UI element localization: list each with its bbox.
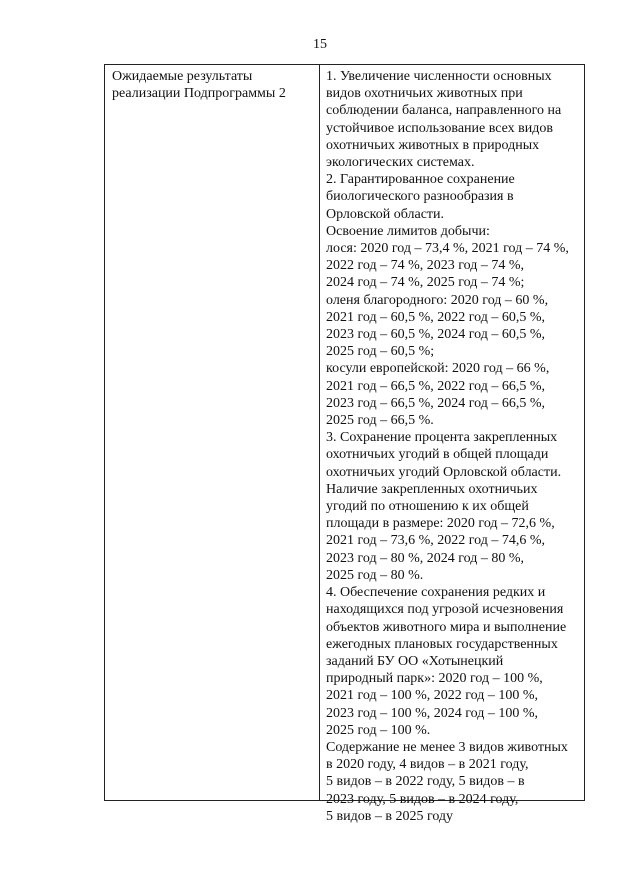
content-line: 2023 год – 66,5 %, 2024 год – 66,5 %,: [326, 395, 546, 411]
content-line: 2021 год – 60,5 %, 2022 год – 60,5 %,: [326, 309, 546, 325]
content-line: природный парк»: 2020 год – 100 %,: [326, 671, 543, 687]
label-line: реализации Подпрограммы 2: [112, 86, 286, 101]
content-line: 5 видов – в 2022 году, 5 видов – в: [326, 774, 525, 790]
content-line: находящихся под угрозой исчезновения: [326, 602, 564, 618]
content-line: 2021 год – 100 %, 2022 год – 100 %,: [326, 688, 539, 704]
content-line: заданий БУ ОО «Хотынецкий: [326, 653, 504, 669]
page-number: 15: [313, 37, 327, 52]
content-line: экологических системах.: [326, 155, 475, 171]
content-line: оленя благородного: 2020 год – 60 %,: [326, 292, 549, 308]
content-line: 1. Увеличение численности основных: [326, 69, 552, 84]
content-line: 2. Гарантированное сохранение: [326, 172, 515, 188]
label-line: Ожидаемые результаты: [112, 69, 253, 84]
content-line: Содержание не менее 3 видов животных: [326, 739, 568, 755]
content-line: угодий по отношению к их общей: [326, 499, 529, 515]
content-line: Орловской области.: [326, 206, 445, 222]
content-line: 2023 год – 100 %, 2024 год – 100 %,: [326, 705, 539, 721]
content-line: 2021 год – 73,6 %, 2022 год – 74,6 %,: [326, 533, 546, 549]
content-line: объектов животного мира и выполнение: [326, 619, 567, 635]
content-line: охотничьих угодий в общей площади: [326, 447, 549, 463]
content-line: 2025 год – 100 %.: [326, 722, 431, 738]
content-line: видов охотничьих животных при: [326, 86, 523, 102]
content-line: охотничьих животных в природных: [326, 137, 540, 153]
content-line: Наличие закрепленных охотничьих: [326, 481, 538, 497]
label-cell: [105, 65, 320, 800]
content-line: 2025 год – 60,5 %;: [326, 344, 435, 360]
content-line: 2022 год – 74 %, 2023 год – 74 %,: [326, 258, 525, 274]
content-line: в 2020 году, 4 видов – в 2021 году,: [326, 757, 529, 773]
content-line: 5 видов – в 2025 году: [326, 808, 454, 824]
content-line: косули европейской: 2020 год – 66 %,: [326, 361, 550, 377]
content-line: Освоение лимитов добычи:: [326, 223, 490, 239]
content-line: 2021 год – 66,5 %, 2022 год – 66,5 %,: [326, 378, 546, 394]
content-line: 3. Сохранение процента закрепленных: [326, 430, 558, 446]
content-line: 2023 году, 5 видов – в 2024 году,: [326, 791, 519, 807]
content-line: 2023 год – 60,5 %, 2024 год – 60,5 %,: [326, 327, 546, 343]
content-line: 2025 год – 80 %.: [326, 567, 424, 583]
content-line: соблюдении баланса, направленного на: [326, 103, 562, 119]
content-line: охотничьих угодий Орловской области.: [326, 464, 562, 480]
content-line: 2025 год – 66,5 %.: [326, 413, 434, 429]
content-line: 2024 год – 74 %, 2025 год – 74 %;: [326, 275, 525, 291]
content-line: 4. Обеспечение сохранения редких и: [326, 585, 546, 601]
content-line: ежегодных плановых государственных: [326, 636, 558, 652]
content-line: устойчивое использование всех видов: [326, 120, 554, 136]
content-line: лося: 2020 год – 73,4 %, 2021 год – 74 %,: [326, 241, 569, 257]
content-line: 2023 год – 80 %, 2024 год – 80 %,: [326, 550, 525, 566]
content-line: площади в размере: 2020 год – 72,6 %,: [326, 516, 555, 532]
content-line: биологического разнообразия в: [326, 189, 514, 205]
content-cell: [320, 65, 584, 824]
results-table: [104, 64, 585, 824]
